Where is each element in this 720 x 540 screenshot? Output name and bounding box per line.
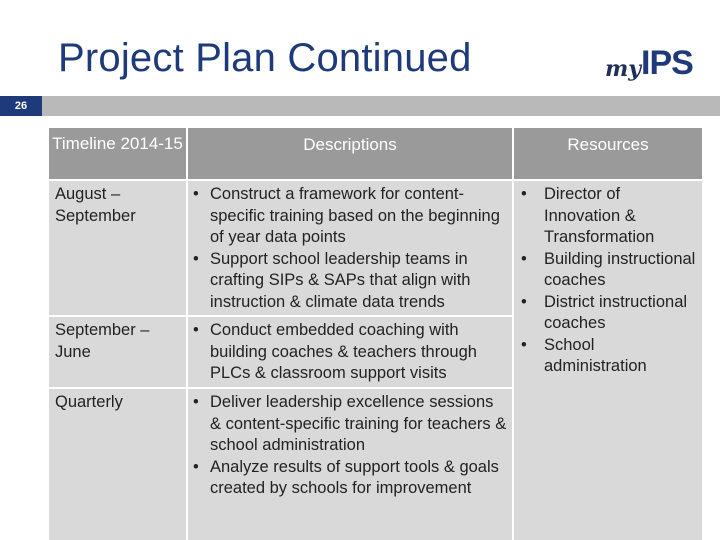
header-timeline: Timeline 2014-15: [49, 128, 186, 179]
slide-title: Project Plan Continued: [58, 36, 472, 80]
row-2-timeline: September – June: [49, 317, 186, 387]
description-item: • Support school leadership teams in crafting SIPs & SAPs that align with instruction & climate data trends: [188, 249, 508, 314]
row-3-descriptions: [188, 389, 512, 540]
description-item: • Deliver leadership excellence sessions & content-specific training for teachers & school administration: [188, 392, 508, 457]
row-1-descriptions: [188, 181, 512, 315]
resource-item: • Director of Innovation & Transformation: [514, 184, 698, 249]
header-descriptions: Descriptions: [188, 128, 512, 179]
row-2-descriptions: [188, 317, 512, 387]
description-item: • Construct a framework for content-specific training based on the beginning of year data points: [188, 184, 508, 249]
logo-brand: IPS: [641, 44, 693, 82]
resource-item: • Building instructional coaches: [514, 249, 698, 292]
slide-number-bar: [0, 96, 720, 116]
myips-logo: [605, 44, 710, 88]
row-3-timeline: Quarterly: [49, 389, 186, 540]
logo-prefix: my: [605, 56, 642, 82]
row-1-timeline: August – September: [49, 181, 186, 315]
project-plan-table: [49, 128, 702, 540]
resources-cell: [514, 181, 702, 540]
resource-item: • School administration: [514, 335, 698, 378]
slide-number: 26: [0, 96, 42, 116]
header-resources: Resources: [514, 128, 702, 179]
resource-item: • District instructional coaches: [514, 292, 698, 335]
description-item: • Conduct embedded coaching with building coaches & teachers through PLCs & classroom support visits: [188, 320, 508, 385]
description-item: • Analyze results of support tools & goals created by schools for improvement: [188, 457, 508, 500]
